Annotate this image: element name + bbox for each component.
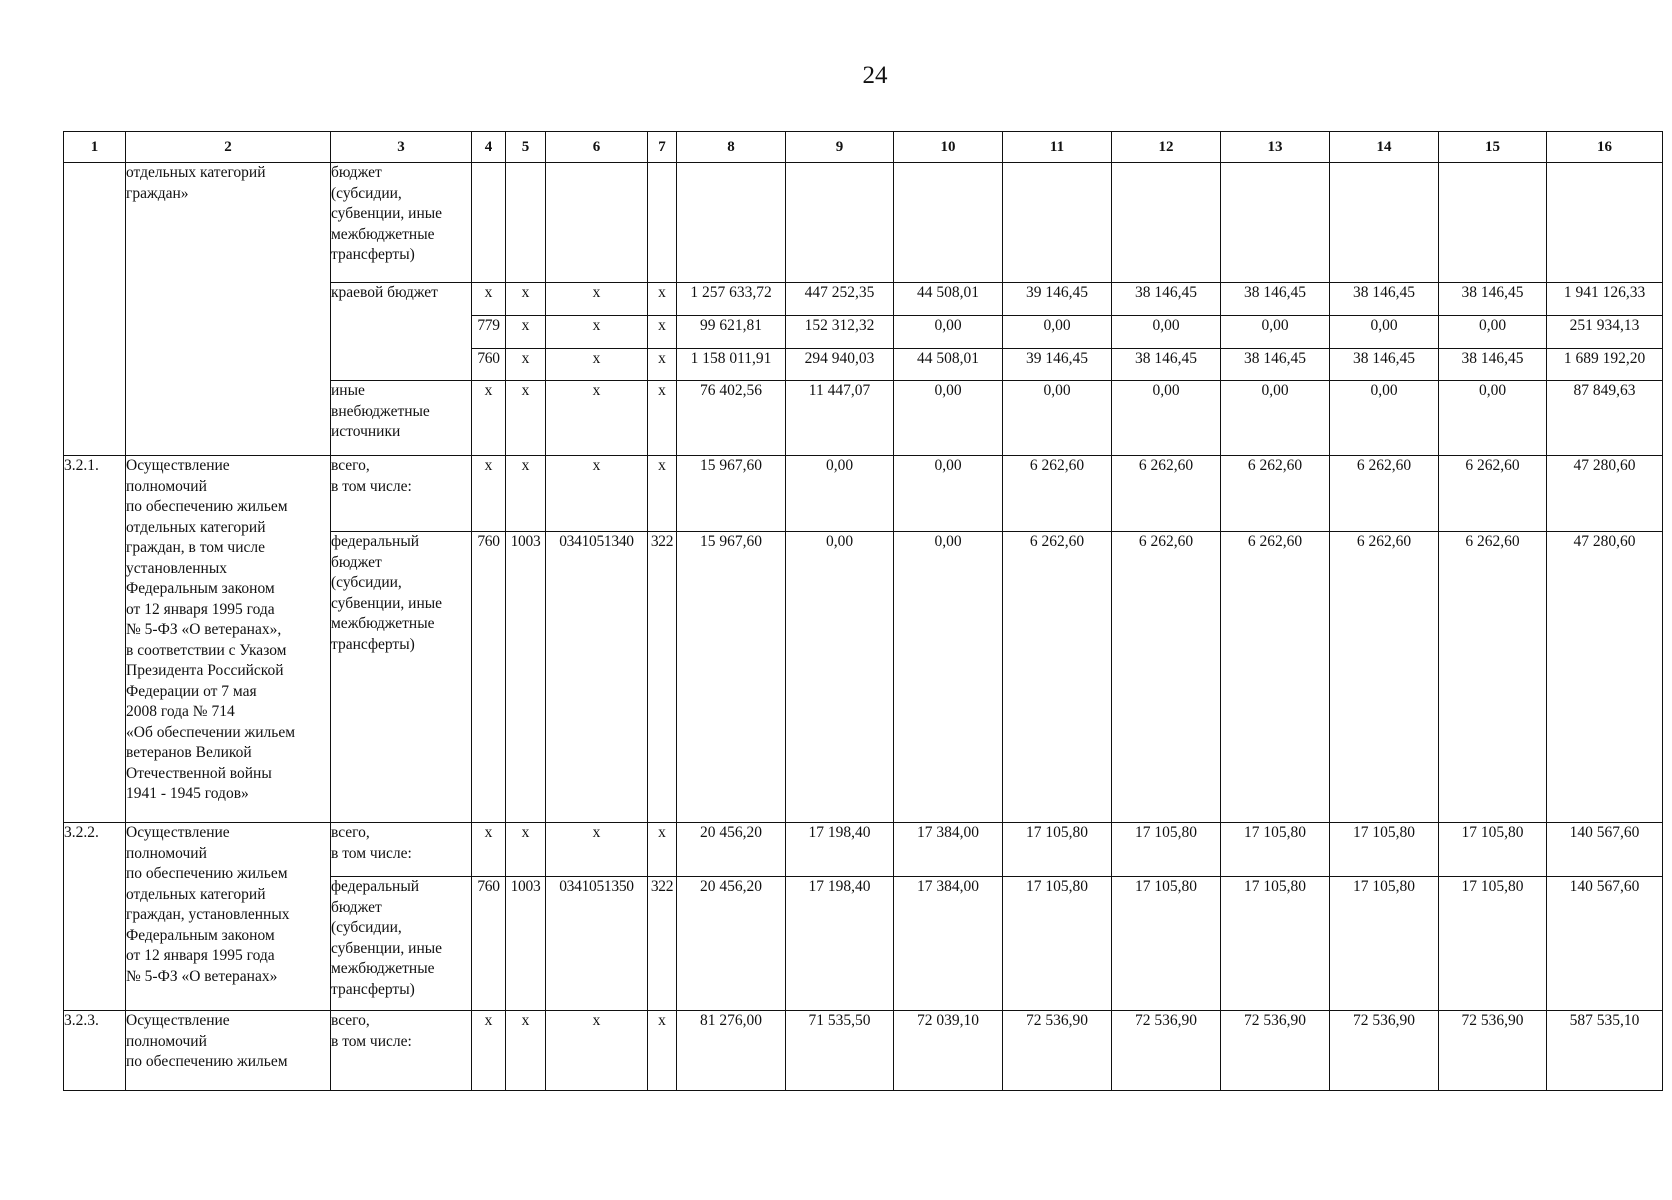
value-cell: 15 967,60 <box>677 456 786 532</box>
column-header: 1 <box>64 132 126 163</box>
value-cell: 0,00 <box>1003 316 1112 349</box>
column-header: 7 <box>648 132 677 163</box>
value-cell: 39 146,45 <box>1003 283 1112 316</box>
value-cell: 72 536,90 <box>1330 1011 1439 1091</box>
value-cell: 1 941 126,33 <box>1547 283 1663 316</box>
funding-source-cell: краевой бюджет <box>331 283 472 381</box>
table-cell: 322 <box>648 877 677 1011</box>
value-cell: 17 105,80 <box>1112 877 1221 1011</box>
value-cell: 20 456,20 <box>677 823 786 877</box>
table-cell: x <box>546 823 648 877</box>
table-cell: x <box>506 823 546 877</box>
value-cell: 38 146,45 <box>1439 283 1547 316</box>
value-cell: 0,00 <box>1330 316 1439 349</box>
table-cell: 760 <box>472 349 506 381</box>
column-header: 8 <box>677 132 786 163</box>
column-header: 4 <box>472 132 506 163</box>
value-cell: 17 105,80 <box>1003 823 1112 877</box>
value-cell: 587 535,10 <box>1547 1011 1663 1091</box>
value-cell: 6 262,60 <box>1330 456 1439 532</box>
item-name-cell: Осуществление полномочий по обеспечению жильем отдельных категорий граждан, в том числе установленных Федеральным законом от 12 января 1995 года № 5-ФЗ «О ветеранах», в соответствии с Указом Президента Российской Федерации от 7 мая 2008 года № 714 «Об обеспечении жильем ветеранов Великой Отечественной войны 1941 - 1945 годов» <box>126 456 331 823</box>
value-cell: 38 146,45 <box>1439 349 1547 381</box>
value-cell: 72 536,90 <box>1221 1011 1330 1091</box>
value-cell: 72 536,90 <box>1439 1011 1547 1091</box>
value-cell: 17 105,80 <box>1112 823 1221 877</box>
column-header: 2 <box>126 132 331 163</box>
value-cell: 0,00 <box>786 532 894 823</box>
value-cell: 76 402,56 <box>677 381 786 456</box>
table-cell: x <box>506 283 546 316</box>
value-cell: 6 262,60 <box>1221 456 1330 532</box>
table-row <box>64 163 1663 283</box>
value-cell: 38 146,45 <box>1330 349 1439 381</box>
value-cell: 6 262,60 <box>1003 532 1112 823</box>
value-cell: 38 146,45 <box>1221 349 1330 381</box>
table-cell: 0341051350 <box>546 877 648 1011</box>
budget-table <box>63 131 1663 1091</box>
table-cell: x <box>648 823 677 877</box>
value-cell: 1 257 633,72 <box>677 283 786 316</box>
item-number-cell: 3.2.1. <box>64 456 126 823</box>
table-cell: x <box>506 456 546 532</box>
table-cell: x <box>472 381 506 456</box>
table-cell: x <box>648 1011 677 1091</box>
value-cell: 140 567,60 <box>1547 823 1663 877</box>
value-cell: 6 262,60 <box>1221 532 1330 823</box>
table-cell: x <box>648 349 677 381</box>
table-cell <box>894 163 1003 283</box>
funding-source-cell: иные внебюджетные источники <box>331 381 472 456</box>
value-cell: 0,00 <box>1112 381 1221 456</box>
funding-source-cell: всего, в том числе: <box>331 1011 472 1091</box>
table-cell: 760 <box>472 877 506 1011</box>
table-cell: x <box>506 316 546 349</box>
item-name-cell: Осуществление полномочий по обеспечению жильем <box>126 1011 331 1091</box>
table-cell: x <box>506 381 546 456</box>
value-cell: 38 146,45 <box>1112 283 1221 316</box>
value-cell: 0,00 <box>1112 316 1221 349</box>
value-cell: 17 384,00 <box>894 877 1003 1011</box>
table-cell: x <box>648 456 677 532</box>
value-cell: 72 536,90 <box>1112 1011 1221 1091</box>
table-cell: x <box>546 283 648 316</box>
page-number: 24 <box>862 62 888 89</box>
column-header: 15 <box>1439 132 1547 163</box>
value-cell: 6 262,60 <box>1439 532 1547 823</box>
table-cell <box>1112 163 1221 283</box>
value-cell: 1 158 011,91 <box>677 349 786 381</box>
value-cell: 0,00 <box>894 381 1003 456</box>
table-row <box>64 456 1663 532</box>
item-number-cell: 3.2.3. <box>64 1011 126 1091</box>
value-cell: 47 280,60 <box>1547 456 1663 532</box>
value-cell: 6 262,60 <box>1112 456 1221 532</box>
value-cell: 0,00 <box>1003 381 1112 456</box>
item-name-cell: отдельных категорий граждан» <box>126 163 331 456</box>
value-cell: 140 567,60 <box>1547 877 1663 1011</box>
value-cell: 47 280,60 <box>1547 532 1663 823</box>
value-cell: 0,00 <box>1330 381 1439 456</box>
column-header: 12 <box>1112 132 1221 163</box>
item-number-cell: 3.2.2. <box>64 823 126 1011</box>
value-cell: 0,00 <box>894 532 1003 823</box>
table-cell: x <box>506 1011 546 1091</box>
table-cell: 322 <box>648 532 677 823</box>
value-cell: 6 262,60 <box>1439 456 1547 532</box>
value-cell: 6 262,60 <box>1112 532 1221 823</box>
column-header: 13 <box>1221 132 1330 163</box>
table-cell: x <box>546 381 648 456</box>
value-cell: 38 146,45 <box>1330 283 1439 316</box>
table-cell: x <box>546 349 648 381</box>
funding-source-cell: бюджет (субсидии, субвенции, иные межбюджетные трансферты) <box>331 163 472 283</box>
value-cell: 39 146,45 <box>1003 349 1112 381</box>
value-cell: 6 262,60 <box>1330 532 1439 823</box>
table-cell: x <box>648 381 677 456</box>
table-cell <box>1221 163 1330 283</box>
value-cell: 251 934,13 <box>1547 316 1663 349</box>
funding-source-cell: федеральный бюджет (субсидии, субвенции, иные межбюджетные трансферты) <box>331 877 472 1011</box>
table-cell <box>1547 163 1663 283</box>
table-cell <box>506 163 546 283</box>
table-cell: 1003 <box>506 532 546 823</box>
table-cell <box>786 163 894 283</box>
value-cell: 44 508,01 <box>894 349 1003 381</box>
value-cell: 0,00 <box>1221 316 1330 349</box>
item-number-cell <box>64 163 126 456</box>
value-cell: 17 105,80 <box>1330 877 1439 1011</box>
table-cell <box>1439 163 1547 283</box>
value-cell: 0,00 <box>1439 381 1547 456</box>
table-cell: x <box>506 349 546 381</box>
value-cell: 17 105,80 <box>1003 877 1112 1011</box>
value-cell: 17 105,80 <box>1439 823 1547 877</box>
table-cell: 760 <box>472 532 506 823</box>
value-cell: 17 198,40 <box>786 877 894 1011</box>
column-header: 16 <box>1547 132 1663 163</box>
table-row <box>64 823 1663 877</box>
value-cell: 44 508,01 <box>894 283 1003 316</box>
column-header: 5 <box>506 132 546 163</box>
value-cell: 0,00 <box>1221 381 1330 456</box>
value-cell: 1 689 192,20 <box>1547 349 1663 381</box>
column-header: 9 <box>786 132 894 163</box>
value-cell: 72 536,90 <box>1003 1011 1112 1091</box>
value-cell: 71 535,50 <box>786 1011 894 1091</box>
column-header: 3 <box>331 132 472 163</box>
funding-source-cell: федеральный бюджет (субсидии, субвенции, иные межбюджетные трансферты) <box>331 532 472 823</box>
value-cell: 17 384,00 <box>894 823 1003 877</box>
value-cell: 38 146,45 <box>1221 283 1330 316</box>
table-cell: x <box>546 316 648 349</box>
column-header: 6 <box>546 132 648 163</box>
value-cell: 6 262,60 <box>1003 456 1112 532</box>
funding-source-cell: всего, в том числе: <box>331 823 472 877</box>
table-cell: 1003 <box>506 877 546 1011</box>
value-cell: 11 447,07 <box>786 381 894 456</box>
table-cell: x <box>472 823 506 877</box>
value-cell: 0,00 <box>1439 316 1547 349</box>
value-cell: 17 198,40 <box>786 823 894 877</box>
value-cell: 294 940,03 <box>786 349 894 381</box>
value-cell: 0,00 <box>786 456 894 532</box>
table-cell: 0341051340 <box>546 532 648 823</box>
column-number-header-row <box>64 132 1663 163</box>
value-cell: 0,00 <box>894 316 1003 349</box>
value-cell: 81 276,00 <box>677 1011 786 1091</box>
table-cell: x <box>472 283 506 316</box>
table-cell <box>1003 163 1112 283</box>
table-cell: x <box>546 456 648 532</box>
table-cell <box>1330 163 1439 283</box>
value-cell: 17 105,80 <box>1330 823 1439 877</box>
value-cell: 99 621,81 <box>677 316 786 349</box>
value-cell: 15 967,60 <box>677 532 786 823</box>
item-name-cell: Осуществление полномочий по обеспечению жильем отдельных категорий граждан, установленных Федеральным законом от 12 января 1995 года № 5-ФЗ «О ветеранах» <box>126 823 331 1011</box>
value-cell: 17 105,80 <box>1221 877 1330 1011</box>
column-header: 14 <box>1330 132 1439 163</box>
column-header: 10 <box>894 132 1003 163</box>
column-header: 11 <box>1003 132 1112 163</box>
value-cell: 447 252,35 <box>786 283 894 316</box>
table-cell: 779 <box>472 316 506 349</box>
table-cell <box>648 163 677 283</box>
table-cell: x <box>472 456 506 532</box>
table-row <box>64 1011 1663 1091</box>
value-cell: 0,00 <box>894 456 1003 532</box>
value-cell: 17 105,80 <box>1221 823 1330 877</box>
table-cell <box>677 163 786 283</box>
table-cell: x <box>648 283 677 316</box>
value-cell: 152 312,32 <box>786 316 894 349</box>
table-cell: x <box>648 316 677 349</box>
value-cell: 72 039,10 <box>894 1011 1003 1091</box>
table-cell <box>472 163 506 283</box>
table-cell: x <box>472 1011 506 1091</box>
table-cell: x <box>546 1011 648 1091</box>
value-cell: 87 849,63 <box>1547 381 1663 456</box>
value-cell: 20 456,20 <box>677 877 786 1011</box>
value-cell: 17 105,80 <box>1439 877 1547 1011</box>
funding-source-cell: всего, в том числе: <box>331 456 472 532</box>
value-cell: 38 146,45 <box>1112 349 1221 381</box>
table-cell <box>546 163 648 283</box>
